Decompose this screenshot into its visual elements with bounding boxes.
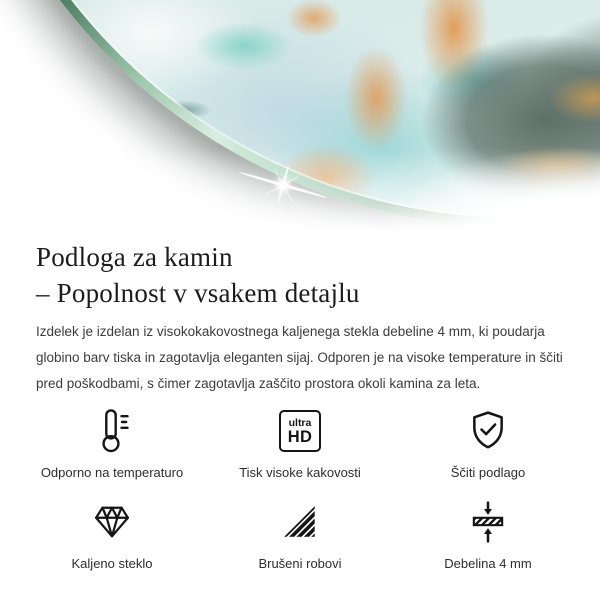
feature-temperature-resistance [18,407,206,480]
feature-print-quality [206,407,394,480]
feature-label: Debelina 4 mm [444,556,532,571]
thickness-icon [470,498,506,546]
ultra-hd-icon-text-top: ultra [288,416,312,429]
feature-label: Tisk visoke kakovosti [239,465,361,480]
page-title-line2: – Popolnost v vsakem detajlu [36,278,360,308]
ultra-hd-icon [279,407,321,455]
ultra-hd-icon-text-bottom: HD [287,427,313,446]
features-grid [0,407,600,571]
product-description: Izdelek je izdelan iz visokokakovostnega kaljenega stekla debeline 4 mm, ki poudarja globino barv tiska in zagotavlja eleganten sijaj. Odporen je na visoke temperature in ščiti pred poškodbami, s čimer zagotavlja zaščito prostora okoli kamina za leta. [36,324,563,391]
page-title-line1: Podloga za kamin [36,242,233,272]
glass-pad-image [0,0,600,227]
feature-label: Kaljeno steklo [71,556,153,571]
page-title [36,239,564,311]
feature-label: Odporno na temperaturo [40,465,184,480]
feature-tempered-glass [18,498,206,571]
product-image [0,0,600,232]
feature-polished-edges [206,498,394,571]
marble-print [0,0,600,218]
feature-protects-surface [394,407,582,480]
feature-label: Brušeni robovi [258,556,342,571]
brushed-edges-icon [282,498,318,546]
product-info-section [0,239,600,397]
thermometer-icon [94,407,130,455]
feature-thickness [394,498,582,571]
shield-check-icon [470,407,506,455]
feature-label: Ščiti podlago [450,465,526,480]
diamond-icon [92,498,132,546]
